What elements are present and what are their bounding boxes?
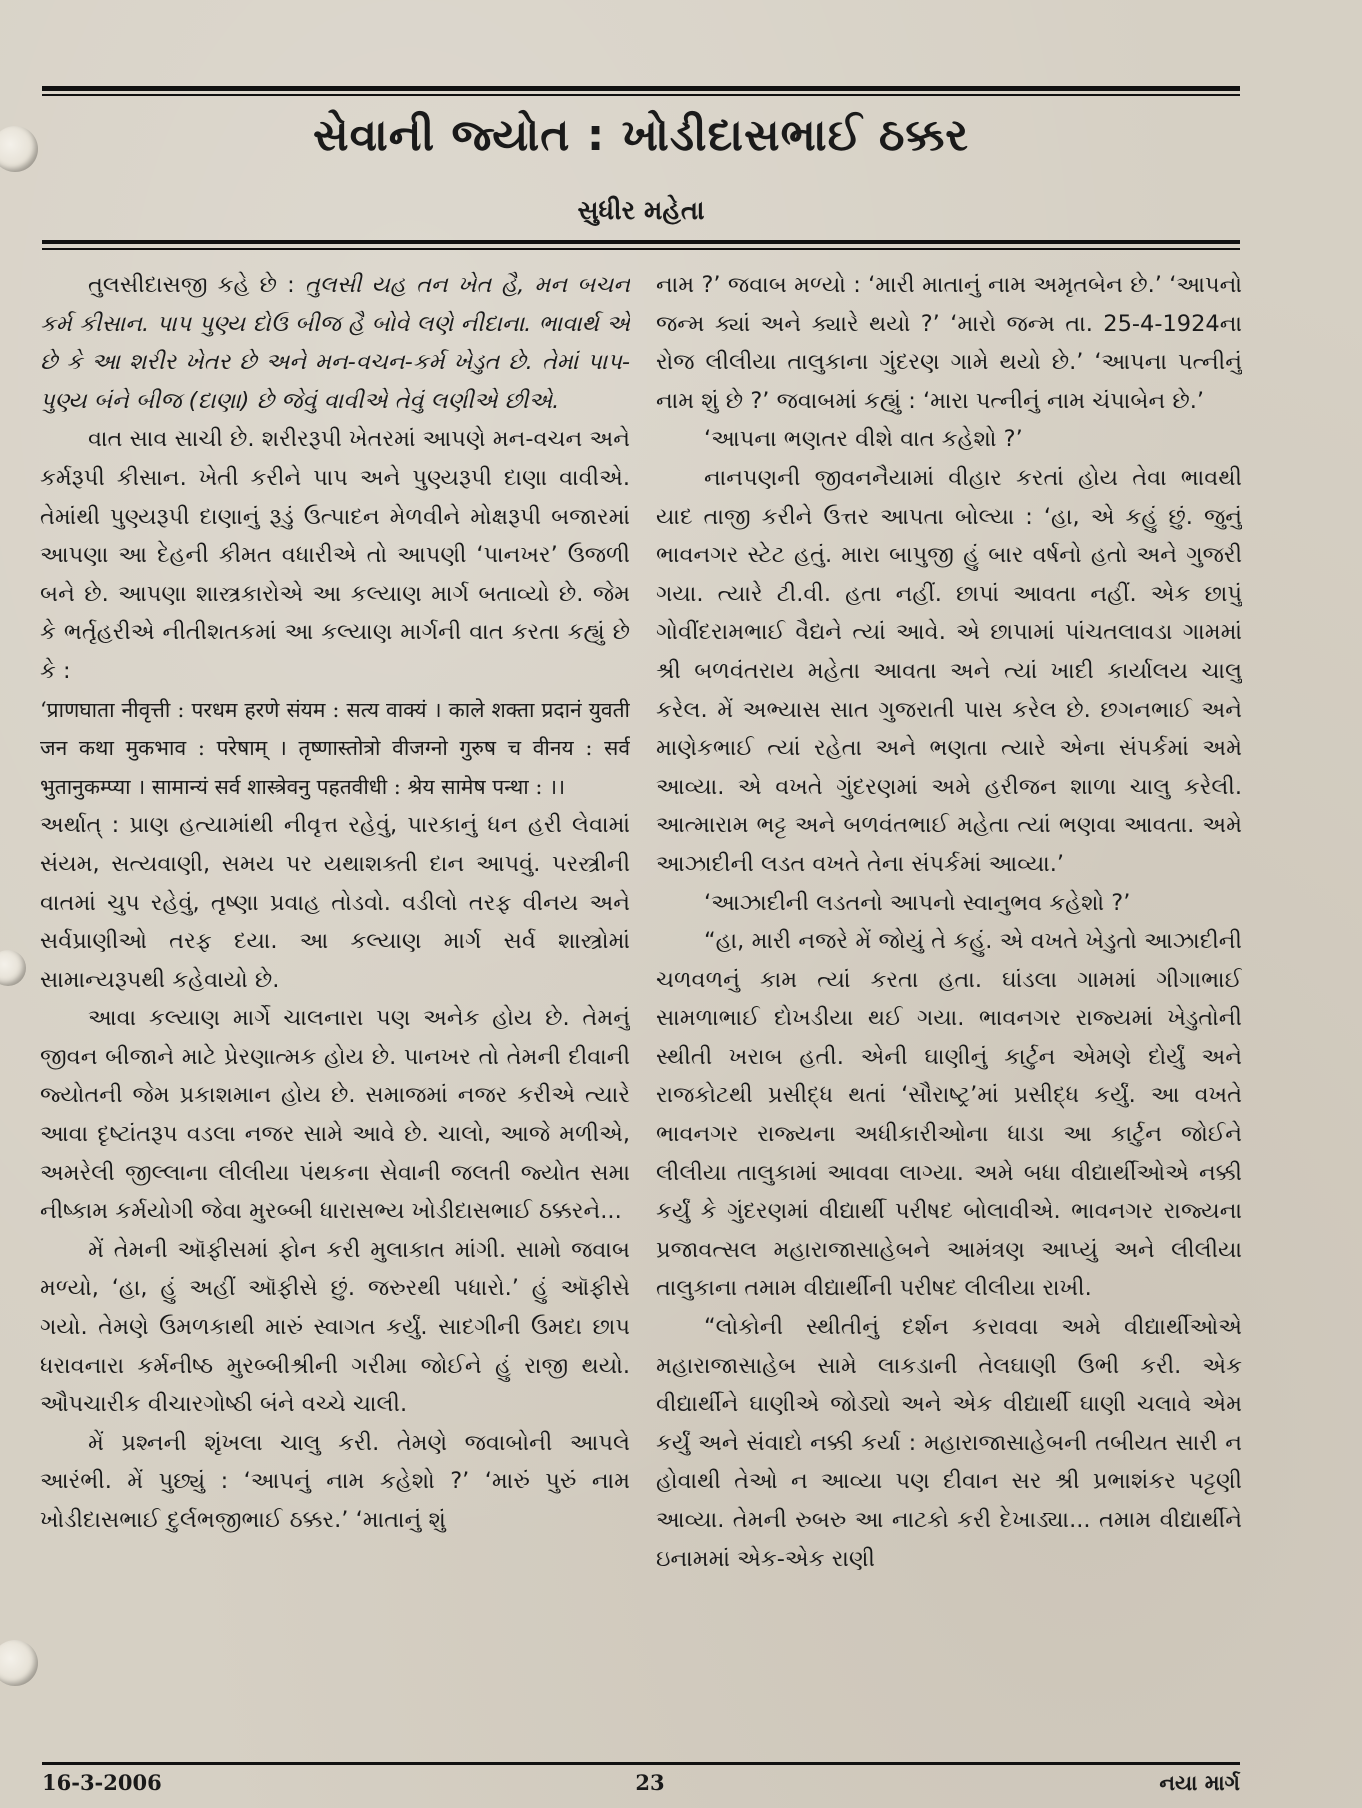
paragraph: નામ ?’ જવાબ મળ્યો : ‘મારી માતાનું નામ અમૃતબેન છે.’ ‘આપનો જન્મ ક્યાં અને ક્યારે થયો ?’ ‘મારો જન્મ તા. 25-4-1924ના રોજ લીલીયા તાલુકાના ગુંદરણ ગામે થયો છે.’ ‘આપના પત્નીનું નામ શું છે ?’ જવાબમાં કહ્યું : ‘મારા પત્નીનું નામ ચંપાબેન છે.’ — [656, 272, 1242, 414]
page-number: 23 — [635, 1770, 665, 1795]
right-column — [656, 266, 1242, 1754]
header-rule-thick — [42, 240, 1240, 244]
top-rule-thick — [42, 86, 1240, 91]
paragraph: વાત સાવ સાચી છે. શરીરરૂપી ખેતરમાં આપણે મન-વચન અને કર્મરૂપી કીસાન. ખેતી કરીને પાપ અને પુણ્યરૂપી દાણા વાવીએ. તેમાંથી પુણ્યરૂપી દાણાનું રૂડું ઉત્પાદન મેળવીને મોક્ષરૂપી બજારમાં આપણા આ દેહની કીમત વધારીએ તો આપણી ‘પાનખર’ ઉજળી બને છે. આપણા શાસ્ત્રકારોએ આ કલ્યાણ માર્ગ બતાવ્યો છે. જેમ કે ભર્તૃહરીએ નીતીશતકમાં આ કલ્યાણ માર્ગની વાત કરતા કહ્યું છે કે : — [40, 426, 630, 684]
paragraph: “લોકોની સ્થીતીનું દર્શન કરાવવા અમે વીદ્યાર્થીઓએ મહારાજાસાહેબ સામે લાકડાની તેલઘાણી ઉભી કરી. એક વીદ્યાર્થીને ઘાણીએ જોડ્યો અને એક વીદ્યાર્થી ઘાણી ચલાવે એમ કર્યું અને સંવાદો નક્કી કર્યા : મહારાજાસાહેબની તબીયત સારી ન હોવાથી તેઓ ન આવ્યા પણ દીવાન સર શ્રી પ્રભાશંકર પટ્ટણી આવ્યા. તેમની રુબરુ આ નાટકો કરી દેખાડ્યા... તમામ વીદ્યાર્થીને ઇનામમાં એક-એક રાણી — [656, 1314, 1242, 1572]
article-title: સેવાની જ્યોત : ખોડીદાસભાઈ ઠક્કર — [312, 110, 970, 161]
punch-hole — [0, 1640, 38, 1686]
paragraph: આવા કલ્યાણ માર્ગે ચાલનારા પણ અનેક હોય છે. તેમનું જીવન બીજાને માટે પ્રેરણાત્મક હોય છે. પાનખર તો તેમની દીવાની જ્યોતની જેમ પ્રકાશમાન હોય છે. સમાજમાં નજર કરીએ ત્યારે આવા દૃષ્ટાંતરૂપ વડલા નજર સામે આવે છે. ચાલો, આજે મળીએ, અમરેલી જીલ્લાના લીલીયા પંથકના સેવાની જલતી જ્યોત સમા નીષ્કામ કર્મયોગી જેવા મુરબ્બી ધારાસભ્ય ખોડીદાસભાઈ ઠક્કરને... — [40, 1005, 630, 1225]
left-column — [40, 266, 630, 1754]
top-rule-thin — [42, 94, 1240, 96]
paragraph: ‘प्राणघाता नीवृत्ती : परधम हरणे संयम : सत्य वाक्यं । काले शक्ता प्रदानं युवती जन कथा मुकभाव : परेषाम् । तृष्णास्तोत्रो वीजग्नो गुरुष च वीनय : सर्व भुतानुकम्प्या । सामान्यं सर्व शास्त्रेवनु पहतवीधी : श्रेय सामेष पन्था : ।। — [40, 697, 630, 799]
paragraph: ‘આઝાદીની લડતનો આપનો સ્વાનુભવ કહેશો ?’ — [704, 889, 1131, 916]
paragraph: તુલસીદાસજી કહે છે : તુલસી યહ તન ખેત હૈ, મન બચન કર્મ કીસાન. પાપ પુણ્ય દોઉ બીજ હૈ બોવે લણે નીદાના. ભાવાર્થ એ છે કે આ શરીર ખેતર છે અને મન-વચન-કર્મ ખેડુત છે. તેમાં પાપ-પુણ્ય બંને બીજ (દાણા) છે જેવું વાવીએ તેવું લણીએ છીએ. — [40, 272, 630, 414]
header-rule-thin — [42, 248, 1240, 250]
paragraph: ‘આપના ભણતર વીશે વાત કહેશો ?’ — [704, 426, 1023, 453]
paragraph: મેં તેમની ઑફીસમાં ફોન કરી મુલાકાત માંગી. સામો જવાબ મળ્યો, ‘હા, હું અહીં ઑફીસે છું. જરુરથી પધારો.’ હું ઑફીસે ગયો. તેમણે ઉમળકાથી મારું સ્વાગત કર્યું. સાદગીની ઉમદા છાપ ધરાવનારા કર્મનીષ્ઠ મુરબ્બીશ્રીની ગરીમા જોઈને હું રાજી થયો. ઔપચારીક વીચારગોષ્ઠી બંને વચ્ચે ચાલી. — [40, 1236, 630, 1418]
footer-rule — [42, 1762, 1240, 1765]
footer-date: 16-3-2006 — [42, 1770, 162, 1795]
paragraph: અર્થાત્ : પ્રાણ હત્યામાંથી નીવૃત્ત રહેવું, પારકાનું ધન હરી લેવામાં સંયમ, સત્યવાણી, સમય પર યથાશક્તી દાન આપવું. પરસ્ત્રીની વાતમાં ચુપ રહેવું, તૃષ્ણા પ્રવાહ તોડવો. વડીલો તરફ વીનય અને સર્વપ્રાણીઓ તરફ દયા. આ કલ્યાણ માર્ગ સર્વ શાસ્ત્રોમાં સામાન્યરૂપથી કહેવાયો છે. — [40, 812, 630, 993]
magazine-name: નયા માર્ગ — [1159, 1770, 1240, 1795]
paragraph: મેં પ્રશ્નની શૃંખલા ચાલુ કરી. તેમણે જવાબોની આપલે આરંભી. મેં પુછ્યું : ‘આપનું નામ કહેશો ?’ ‘મારું પુરું નામ ખોડીદાસભાઈ દુર્લભજીભાઈ ઠક્કર.’ ‘માતાનું શું — [40, 1429, 630, 1533]
article-author: સુધીર મહેતા — [577, 196, 705, 226]
punch-hole — [0, 950, 26, 986]
paragraph: “હા, મારી નજરે મેં જોયું તે કહું. એ વખતે ખેડુતો આઝાદીની ચળવળનું કામ ત્યાં કરતા હતા. ઘાંડલા ગામમાં ગીગાભાઈ સામળાભાઈ દોખડીયા થઈ ગયા. ભાવનગર રાજ્યમાં ખેડુતોની સ્થીતી ખરાબ હતી. એની ઘાણીનું કાર્ટુન એમણે દોર્યું અને રાજકોટથી પ્રસીદ્ધ થતાં ‘સૌરાષ્ટ્ર’માં પ્રસીદ્ધ કર્યું. આ વખતે ભાવનગર રાજ્યના અધીકારીઓના ધાડા આ કાર્ટુન જોઈને લીલીયા તાલુકામાં આવવા લાગ્યા. અમે બધા વીદ્યાર્થીઓએ નક્કી કર્યું કે ગુંદરણમાં વીદ્યાર્થી પરીષદ બોલાવીએ. ભાવનગર રાજ્યના પ્રજાવત્સલ મહારાજાસાહેબને આમંત્રણ આપ્યું અને લીલીયા તાલુકાના તમામ વીદ્યાર્થીની પરીષદ લીલીયા રાખી. — [656, 928, 1242, 1302]
paragraph: નાનપણની જીવનનૈયામાં વીહાર કરતાં હોય તેવા ભાવથી યાદ તાજી કરીને ઉત્તર આપતા બોલ્યા : ‘હા, એ કહું છું. જુનું ભાવનગર સ્ટેટ હતું. મારા બાપુજી હું બાર વર્ષનો હતો અને ગુજરી ગયા. ત્યારે ટી.વી. હતા નહીં. છાપાં આવતા નહીં. એક છાપું ગોવીંદરામભાઈ વૈદ્યને ત્યાં આવે. એ છાપામાં પાંચતલાવડા ગામમાં શ્રી બળવંતરાય મહેતા આવતા અને ત્યાં ખાદી કાર્યાલય ચાલુ કરેલ. મેં અભ્યાસ સાત ગુજરાતી પાસ કરેલ છે. છગનભાઈ અને માણેકભાઈ ત્યાં રહેતા અને ભણતા ત્યારે એના સંપર્કમાં અમે આવ્યા. એ વખતે ગુંદરણમાં અમે હરીજન શાળા ચાલુ કરેલી. આત્મારામ ભટ્ટ અને બળવંતભાઈ મહેતા ત્યાં ભણવા આવતા. અમે આઝાદીની લડત વખતે તેના સંપર્કમાં આવ્યા.’ — [656, 464, 1242, 877]
punch-hole — [0, 126, 38, 172]
